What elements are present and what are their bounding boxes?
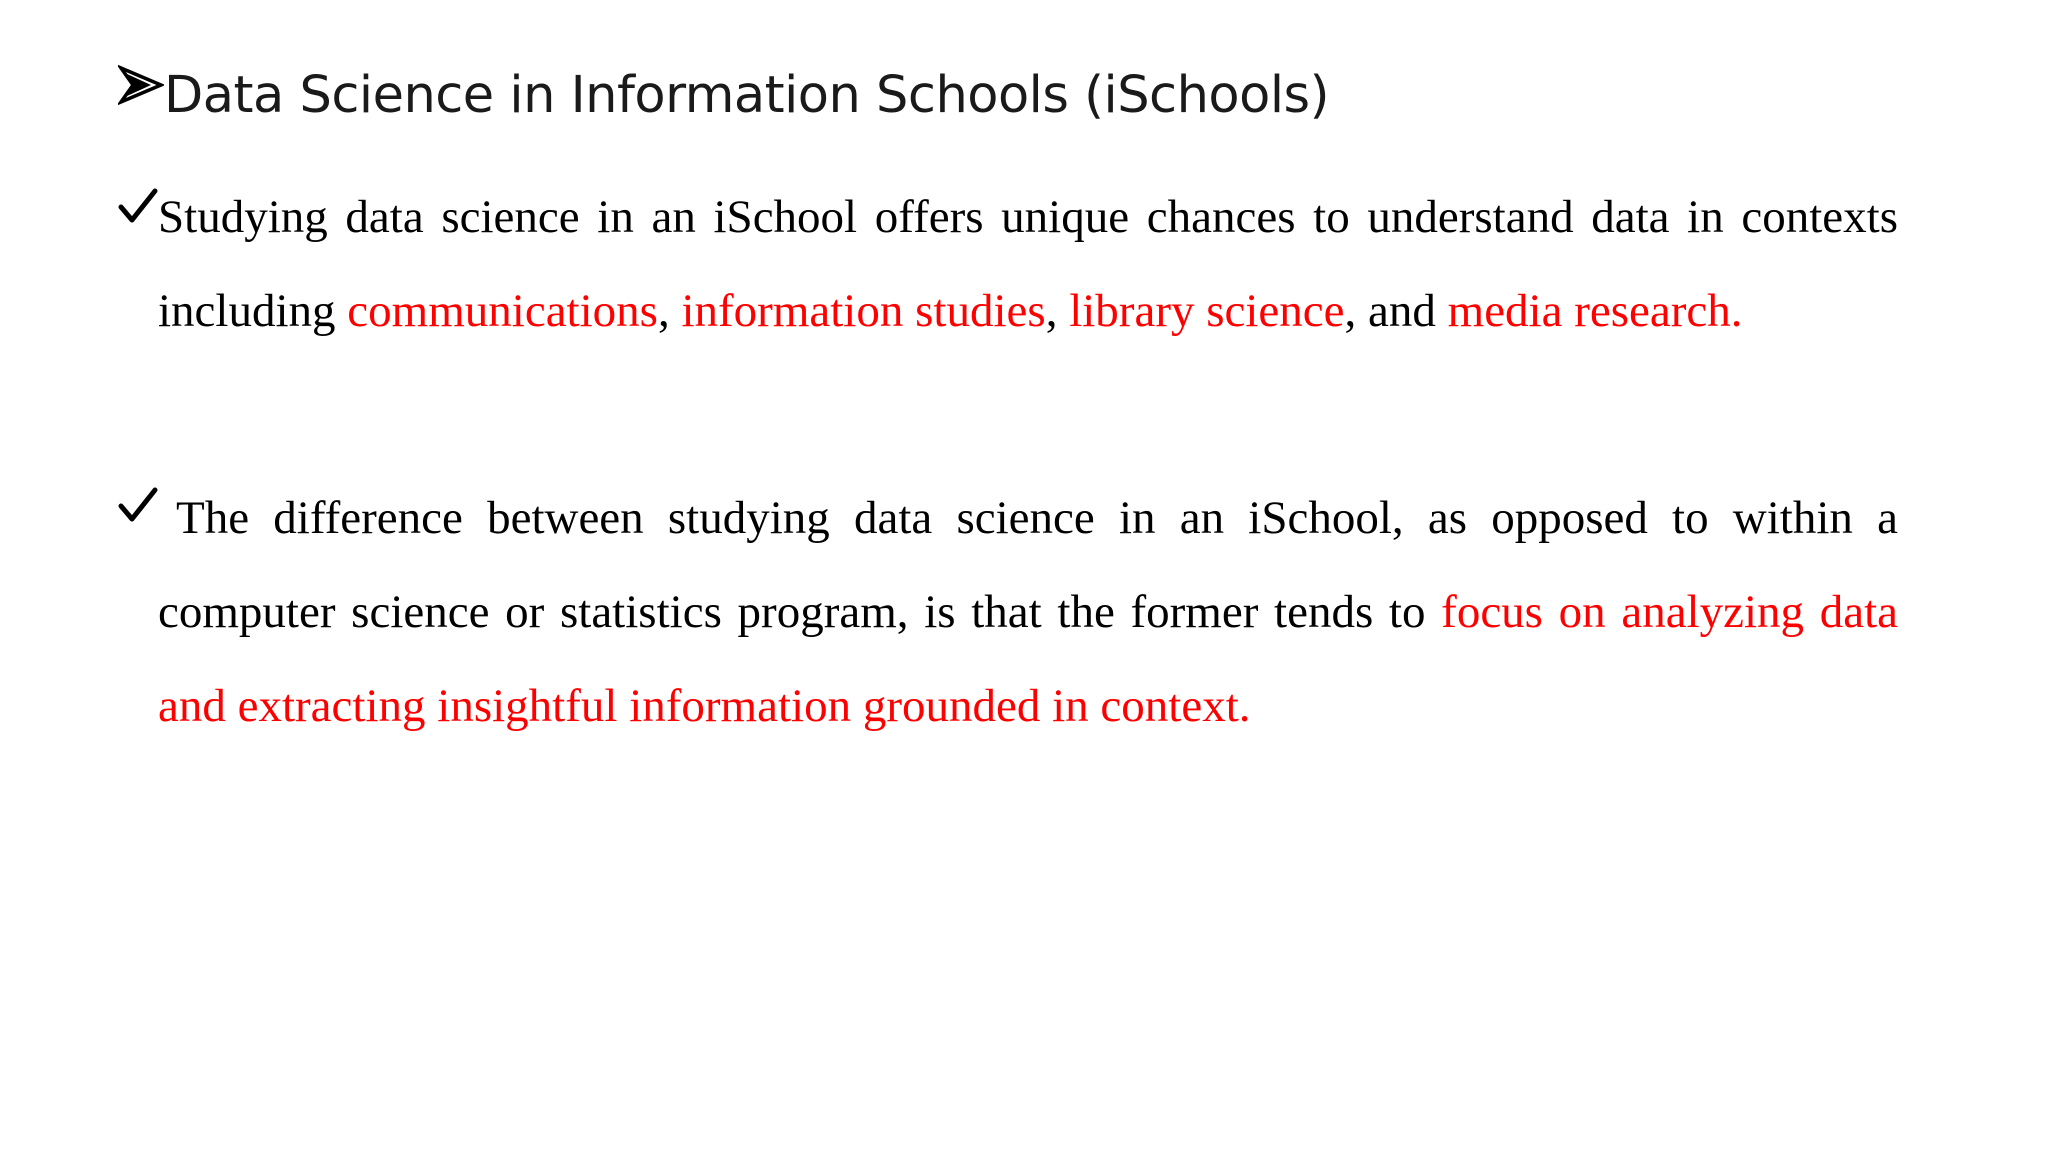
separator-text: , and bbox=[1344, 285, 1448, 337]
highlight-library-science: library science bbox=[1069, 285, 1345, 337]
arrowhead-bullet-icon bbox=[118, 64, 164, 110]
highlight-communications: communications bbox=[347, 285, 658, 337]
bullet-item bbox=[118, 170, 1898, 358]
separator-text: , bbox=[1045, 285, 1070, 337]
bullet-plain-text: Studying data science in an iSchool offers unique chances to understand data in contexts including bbox=[158, 191, 1898, 337]
highlight-media-research: media research. bbox=[1447, 285, 1743, 337]
highlight-information-studies: information studies bbox=[681, 285, 1046, 337]
checkmark-icon bbox=[118, 487, 158, 523]
bullet-item bbox=[118, 471, 1898, 753]
slide-title bbox=[118, 58, 1329, 134]
bullet-text bbox=[118, 170, 1898, 358]
slide-title-text: Data Science in Information Schools (iSchools) bbox=[164, 66, 1329, 125]
separator-text: , bbox=[657, 285, 682, 337]
bullet-text bbox=[118, 471, 1898, 753]
bullet-plain-text: The difference between studying data science in an iSchool, as opposed to within a computer science or statistics program, is that the former tends to bbox=[158, 492, 1898, 638]
highlight-focus-on-analyzing: focus on analyzing data and extracting insightful information grounded in context. bbox=[158, 586, 1898, 732]
checkmark-icon bbox=[118, 188, 158, 224]
